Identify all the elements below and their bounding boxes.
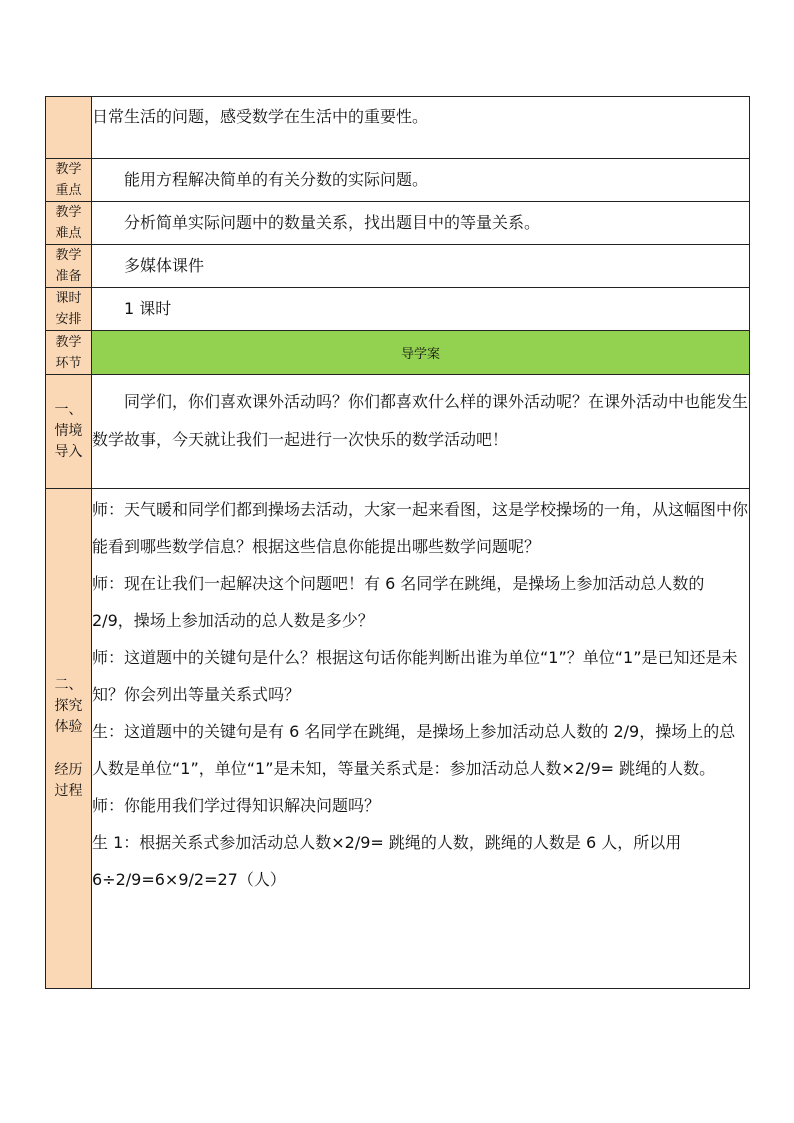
label-line: 一、 [54, 402, 83, 418]
intro-tail-text: 日常生活的问题，感受数学在生活中的重要性。 [92, 107, 429, 126]
row-label-section2 [46, 489, 92, 989]
label-gap [46, 738, 91, 760]
row-label-stage [46, 331, 92, 375]
label-line: 二、 [54, 677, 83, 693]
label-line: 教学 [55, 205, 82, 220]
lesson-plan-table [45, 96, 750, 989]
intro-tail-cell [92, 97, 750, 159]
label-line: 重点 [55, 183, 82, 198]
table-row [46, 159, 750, 202]
key-point-cell [92, 159, 750, 202]
label-line: 难点 [55, 226, 82, 241]
schedule-cell [92, 288, 750, 331]
difficulty-text: 分析简单实际问题中的数量关系，找出题目中的等量关系。 [124, 213, 541, 232]
label-line: 准备 [55, 269, 82, 284]
row-label-section1 [46, 375, 92, 489]
table-row [46, 375, 750, 489]
label-line: 安排 [55, 312, 82, 327]
table-row [46, 489, 750, 989]
table-row [46, 97, 750, 159]
difficulty-cell [92, 202, 750, 245]
label-line: 教学 [55, 334, 82, 350]
section2-cell [92, 489, 750, 989]
dialogue-paragraph: 生：这道题中的关键句是有 6 名同学在跳绳，是操场上参加活动总人数的 2/9，操场上的总人数是单位“1”，单位“1”是未知，等量关系式是：参加活动总人数×2/9= 跳绳的人数。 [92, 722, 736, 778]
table-row [46, 331, 750, 375]
guide-header-text: 导学案 [400, 347, 440, 362]
preparation-text: 多媒体课件 [124, 256, 205, 275]
label-line: 经历 [54, 762, 83, 778]
row-label-schedule [46, 288, 92, 331]
label-line: 课时 [55, 291, 82, 306]
label-line: 教学 [55, 248, 82, 263]
row-label-key-point [46, 159, 92, 202]
label-line: 导入 [54, 444, 83, 460]
dialogue-paragraph: 师：天气暖和同学们都到操场去活动，大家一起来看图，这是学校操场的一角，从这幅图中你能看到哪些数学信息？根据这些信息你能提出哪些数学问题呢？ [92, 500, 749, 556]
row-label-empty [46, 97, 92, 159]
preparation-cell [92, 245, 750, 288]
table-row [46, 245, 750, 288]
section1-cell [92, 375, 750, 489]
section1-text: 同学们，你们喜欢课外活动吗？你们都喜欢什么样的课外活动呢？在课外活动中也能发生数学故事，今天就让我们一起进行一次快乐的数学活动吧！ [92, 392, 749, 449]
label-line: 体验 [54, 719, 83, 735]
dialogue-paragraph: 师：这道题中的关键句是什么？根据这句话你能判断出谁为单位“1”？单位“1”是已知还是未知？你会列出等量关系式吗？ [92, 648, 738, 704]
label-line: 过程 [54, 783, 83, 799]
table-row [46, 288, 750, 331]
dialogue-paragraph: 师：你能用我们学过得知识解决问题吗？ [92, 796, 381, 815]
label-line: 情境 [54, 423, 83, 439]
key-point-text: 能用方程解决简单的有关分数的实际问题。 [124, 170, 429, 189]
schedule-text: 1 课时 [124, 299, 172, 318]
label-line: 探究 [54, 698, 83, 714]
label-line: 环节 [55, 355, 82, 371]
guide-header-cell [92, 331, 750, 375]
label-line: 教学 [55, 162, 82, 177]
dialogue-paragraph: 生 1：根据关系式参加活动总人数×2/9= 跳绳的人数，跳绳的人数是 6 人，所以用 6÷2/9=6×9/2=27（人） [92, 833, 682, 889]
table-row [46, 202, 750, 245]
row-label-difficulty [46, 202, 92, 245]
row-label-preparation [46, 245, 92, 288]
dialogue-paragraph: 师：现在让我们一起解决这个问题吧！有 6 名同学在跳绳，是操场上参加活动总人数的 2/9，操场上参加活动的总人数是多少？ [92, 574, 705, 630]
